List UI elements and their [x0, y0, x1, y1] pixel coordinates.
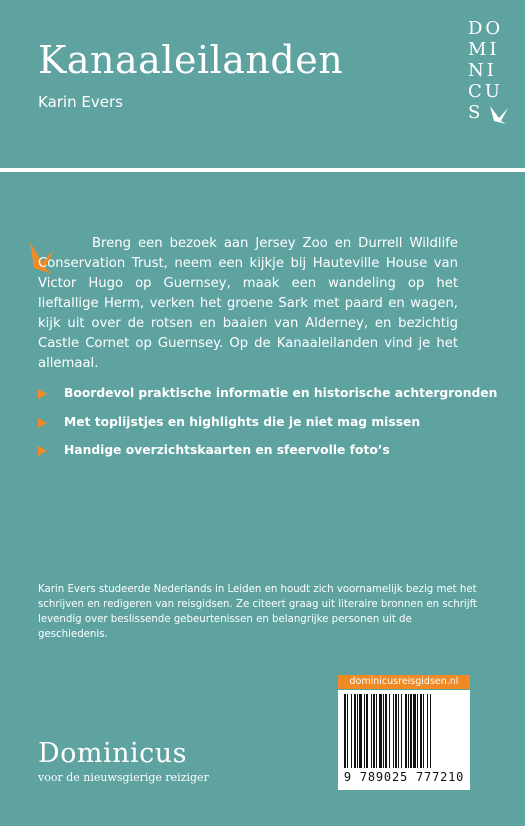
- feature-item: [38, 415, 498, 444]
- barcode-bar: [383, 694, 384, 768]
- barcode-bar: [395, 694, 397, 768]
- barcode-bar: [408, 694, 409, 768]
- barcode-bar: [430, 694, 431, 768]
- logo-letters-4: CU: [468, 81, 503, 102]
- barcode-bar: [405, 694, 407, 768]
- barcode-bar: [373, 694, 375, 768]
- barcode-bar: [413, 694, 416, 768]
- barcode-bar: [420, 694, 422, 768]
- feature-item: [38, 443, 498, 472]
- publisher-logo: [468, 18, 520, 123]
- barcode-bar: [357, 694, 358, 768]
- author-bio: Karin Evers studeerde Nederlands in Leiden en houdt zich voornamelijk bezig met het schrijven en redigeren van reisgidsen. Ze citeert graag uit literaire bronnen en schrijft levendig over beslissende gebeurtenissen en belangrijke personen uit de geschiedenis.: [38, 584, 477, 640]
- barcode-bar: [366, 694, 368, 768]
- isbn-number: 9 789025 777210: [343, 770, 465, 784]
- feature-text: Met toplijstjes en highlights die je niet mag missen: [64, 414, 421, 429]
- book-title: Kanaaleilanden: [38, 38, 344, 82]
- isbn-barcode: [338, 690, 470, 790]
- barcode-bar: [379, 694, 382, 768]
- arrow-bullet-icon: [38, 446, 47, 456]
- feature-text: Handige overzichtskaarten en sfeervolle foto’s: [64, 443, 390, 457]
- barcode-bar: [354, 694, 356, 768]
- arrow-bullet-icon: [38, 389, 47, 399]
- publisher-tagline: voor de nieuwsgierige reiziger: [38, 771, 209, 784]
- barcode-bar: [351, 694, 352, 768]
- header-divider: [0, 168, 525, 172]
- feature-list: [38, 386, 498, 472]
- barcode-bar: [385, 694, 387, 768]
- arrow-bullet-icon: [38, 418, 47, 428]
- barcode-bar: [347, 694, 348, 768]
- barcode-bar: [417, 694, 418, 768]
- barcode-bar: [389, 694, 390, 768]
- barcode-bar: [401, 694, 402, 768]
- logo-letters-5: S: [468, 102, 484, 123]
- barcode-bar: [371, 694, 372, 768]
- swallow-icon: [488, 104, 510, 126]
- barcode-bar: [344, 694, 346, 768]
- barcode-bar: [427, 694, 428, 768]
- barcode-bar: [410, 694, 412, 768]
- barcode-bar: [376, 694, 377, 768]
- blurb-text: Breng een bezoek aan Jersey Zoo en Durrell Wildlife Conservation Trust, neem een kijkje bij Hauteville House van Victor Hugo op Guernsey, maak een wandeling op het lieftallige Herm, verken het groene Sark met paard en wagen, kijk uit over de rotsen en baaien van Alderney, en bezichtig Castle Cornet op Guernsey. Op de Kanaaleilanden vind je het allemaal.: [38, 236, 458, 371]
- barcode-bar: [364, 694, 365, 768]
- publisher-url: dominicusreisgidsen.nl: [338, 675, 470, 689]
- author-name: Karin Evers: [38, 93, 123, 111]
- barcode-bar: [393, 694, 394, 768]
- logo-letters-3: NI: [468, 60, 497, 81]
- barcode-bar: [359, 694, 362, 768]
- publisher-name: Dominicus: [38, 738, 188, 769]
- logo-letters-2: MI: [468, 39, 500, 60]
- feature-text: Boordevol praktische informatie en historische achtergronden: [64, 386, 498, 400]
- barcode-bar: [398, 694, 399, 768]
- feature-item: [38, 386, 498, 415]
- logo-letters-1: DO: [468, 18, 504, 39]
- barcode-bar: [423, 694, 424, 768]
- barcode-bars: [344, 694, 464, 768]
